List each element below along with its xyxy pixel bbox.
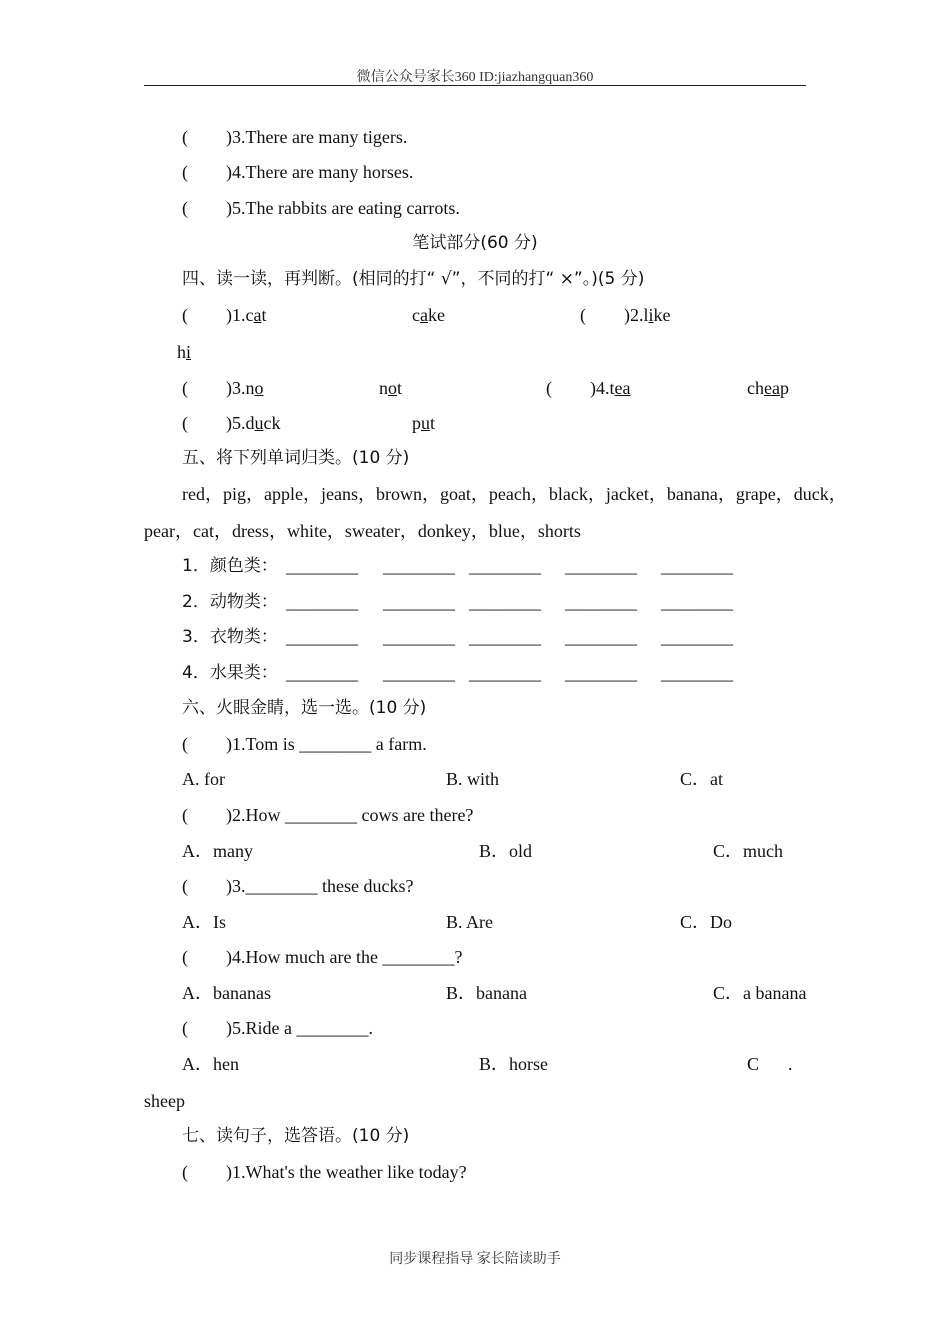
s6-q2-option-c: C．much [713, 841, 783, 861]
answer-blank: ________ [286, 627, 358, 647]
s4-q5-word2: put [412, 413, 436, 433]
section6-title: 六、火眼金睛，选一选。(10 分) [182, 698, 427, 718]
s6-q3-option-c: C．Do [680, 912, 733, 932]
s4-q3-word2: not [379, 378, 403, 398]
answer-blank: ________ [383, 556, 455, 576]
listening-item-4: )4.There are many horses. [226, 162, 414, 182]
s6-q4-option-b: B．banana [446, 983, 527, 1003]
answer-blank: ________ [383, 663, 455, 683]
answer-blank: ________ [565, 663, 637, 683]
s4-q5-word1: )5.duck [226, 413, 281, 433]
paren: ( [182, 413, 188, 433]
s4-q1-word2: cake [412, 305, 445, 325]
paren: ( [580, 305, 586, 325]
answer-blank: ________ [286, 592, 358, 612]
answer-blank: ________ [383, 592, 455, 612]
paren: ( [182, 378, 188, 398]
s4-q4-word2: cheap [747, 378, 789, 398]
category-label-fruits: 4．水果类： [182, 663, 278, 683]
paren: ( [182, 1018, 188, 1038]
word-bank-line2: pear，cat，dress，white，sweater，donkey，blue，shorts [144, 521, 581, 541]
paren: ( [182, 198, 188, 218]
paren: ( [182, 734, 188, 754]
s6-q3-stem: )3.________ these ducks? [226, 876, 414, 896]
answer-blank: ________ [469, 627, 541, 647]
s6-q3-option-b: B. Are [446, 912, 493, 932]
s4-q3-word1: )3.no [226, 378, 264, 398]
s6-q4-option-c: C．a banana [713, 983, 807, 1003]
written-section-title: 笔试部分(60 分) [412, 233, 538, 253]
page-header: 微信公众号家长360 ID:jiazhangquan360 [356, 70, 594, 85]
answer-blank: ________ [661, 663, 733, 683]
answer-blank: ________ [565, 556, 637, 576]
paren: ( [182, 947, 188, 967]
answer-blank: ________ [565, 592, 637, 612]
section5-title: 五、将下列单词归类。(10 分) [182, 448, 410, 468]
word-bank-line1: red，pig，apple，jeans，brown，goat，peach，black，jacket，banana，grape，duck， [182, 484, 847, 504]
section4-title: 四、读一读，再判断。(相同的打“ √”，不同的打“ ×”。)(5 分) [182, 269, 645, 289]
s6-q5-stem: )5.Ride a ________. [226, 1018, 373, 1038]
answer-blank: ________ [286, 556, 358, 576]
paren: ( [546, 378, 552, 398]
s6-q2-stem: )2.How ________ cows are there? [226, 805, 474, 825]
s7-q1-stem: )1.What's the weather like today? [226, 1162, 467, 1182]
s6-q4-option-a: A．bananas [182, 983, 271, 1003]
section7-title: 七、读句子，选答语。(10 分) [182, 1126, 410, 1146]
answer-blank: ________ [661, 592, 733, 612]
paren: ( [182, 305, 188, 325]
answer-blank: ________ [469, 592, 541, 612]
header-rule [144, 85, 806, 86]
paren: ( [182, 162, 188, 182]
paren: ( [182, 876, 188, 896]
answer-blank: ________ [286, 663, 358, 683]
category-label-clothes: 3．衣物类： [182, 627, 278, 647]
category-label-colors: 1．颜色类： [182, 556, 278, 576]
s6-q1-option-c: C．at [680, 769, 723, 789]
category-label-animals: 2．动物类： [182, 592, 278, 612]
paren: ( [182, 805, 188, 825]
s6-q5-option-b: B．horse [479, 1054, 548, 1074]
paren: ( [182, 127, 188, 147]
listening-item-5: )5.The rabbits are eating carrots. [226, 198, 460, 218]
s6-q5-option-c-word: sheep [144, 1091, 185, 1111]
s6-q2-option-b: B．old [479, 841, 533, 861]
answer-blank: ________ [661, 627, 733, 647]
s6-q5-option-a: A．hen [182, 1054, 239, 1074]
answer-blank: ________ [469, 556, 541, 576]
s6-q5-option-c-letter: C [747, 1054, 760, 1074]
answer-blank: ________ [565, 627, 637, 647]
s6-q1-option-a: A. for [182, 769, 225, 789]
s4-q2-word2: hi [177, 342, 192, 362]
s6-q2-option-a: A．many [182, 841, 253, 861]
s4-q1-word1: )1.cat [226, 305, 267, 325]
answer-blank: ________ [383, 627, 455, 647]
s6-q4-stem: )4.How much are the ________? [226, 947, 463, 967]
s4-q2-word1: )2.like [624, 305, 671, 325]
s6-q5-option-c-dot: . [788, 1054, 793, 1074]
answer-blank: ________ [661, 556, 733, 576]
s6-q3-option-a: A．Is [182, 912, 226, 932]
s6-q1-stem: )1.Tom is ________ a farm. [226, 734, 427, 754]
answer-blank: ________ [469, 663, 541, 683]
listening-item-3: )3.There are many tigers. [226, 127, 408, 147]
paren: ( [182, 1162, 188, 1182]
s4-q4-word1: )4.tea [590, 378, 631, 398]
page-footer: 同步课程指导 家长陪读助手 [389, 1252, 561, 1267]
s6-q1-option-b: B. with [446, 769, 500, 789]
